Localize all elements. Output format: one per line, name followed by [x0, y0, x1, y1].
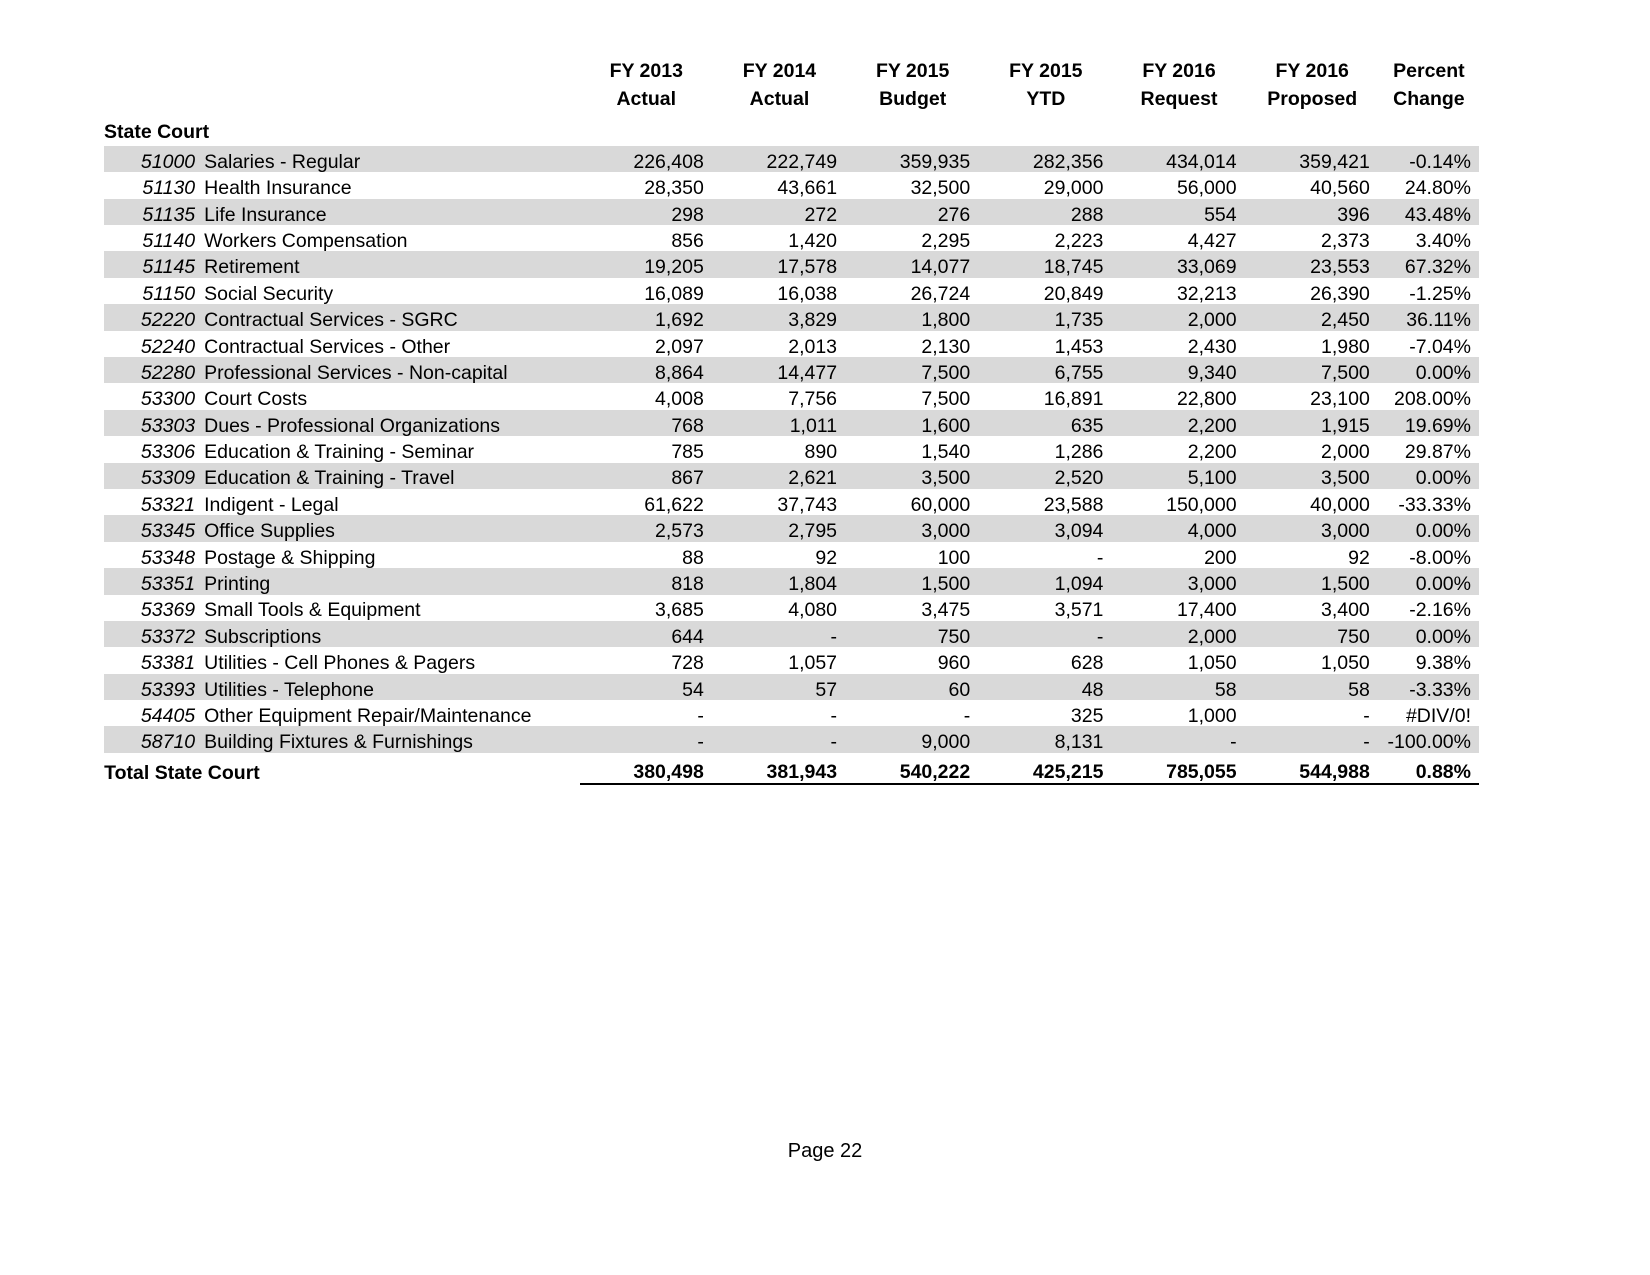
account-code: 53393 [104, 674, 204, 700]
cell-fy2014-actual: 43,661 [777, 177, 838, 200]
cell-fy2016-request: 2,430 [1187, 335, 1237, 358]
cell-fy2014-actual: 2,621 [713, 463, 846, 489]
cell-fy2015-budget: 3,475 [921, 599, 971, 622]
table-row [104, 515, 1479, 541]
cell-percent-change: 0.00% [1379, 357, 1479, 383]
cell-fy2016-request: - [1112, 726, 1245, 752]
cell-fy2014-actual: - [830, 704, 838, 727]
account-code: 53345 [104, 515, 204, 541]
cell-fy2016-proposed: 1,980 [1320, 335, 1370, 358]
cell-fy2014-actual: 222,749 [713, 146, 846, 172]
cell-fy2015-budget: 960 [937, 652, 971, 675]
cell-fy2016-request: 4,000 [1112, 515, 1245, 541]
cell-fy2015-ytd: 325 [1070, 704, 1104, 727]
table-row [104, 463, 1479, 489]
cell-percent-change: -8.00% [1409, 546, 1471, 569]
cell-fy2016-proposed: 40,560 [1310, 177, 1370, 200]
column-header-fy2013-actual-line1: FY 2013 [609, 60, 683, 82]
total-fy2015-ytd: 425,215 [979, 753, 1112, 784]
total-fy2015-budget: 540,222 [846, 753, 979, 784]
cell-fy2015-budget: 100 [937, 546, 971, 569]
account-code: 53321 [140, 493, 196, 516]
cell-fy2014-actual: 890 [804, 441, 838, 464]
cell-fy2014-actual: 1,804 [713, 568, 846, 594]
account-code: 53372 [104, 621, 204, 647]
budget-table [104, 58, 1479, 785]
cell-percent-change: 36.11% [1379, 304, 1479, 330]
account-code: 51140 [142, 229, 196, 252]
column-header-fy2015-budget-line1: FY 2015 [875, 60, 950, 82]
cell-fy2016-proposed: 23,553 [1246, 251, 1379, 277]
cell-fy2016-request: 554 [1112, 199, 1245, 225]
cell-percent-change: -1.25% [1409, 282, 1471, 305]
cell-fy2014-actual: 14,477 [713, 357, 846, 383]
table-row [104, 700, 1479, 726]
table-row [104, 674, 1479, 700]
account-description: Salaries - Regular [204, 146, 580, 172]
cell-fy2016-proposed: 3,500 [1246, 463, 1379, 489]
account-description: Contractual Services - Other [204, 335, 451, 358]
account-description: Small Tools & Equipment [204, 599, 421, 622]
cell-percent-change: 67.32% [1379, 251, 1479, 277]
cell-fy2016-proposed: - [1363, 704, 1370, 727]
account-description: Indigent - Legal [204, 493, 339, 516]
cell-fy2016-request: 58 [1112, 674, 1245, 700]
cell-fy2013-actual: 818 [580, 568, 713, 594]
cell-fy2016-proposed: 58 [1246, 674, 1379, 700]
cell-fy2015-budget: 1,540 [921, 441, 971, 464]
account-description: Building Fixtures & Furnishings [204, 726, 580, 752]
cell-fy2016-request: 2,000 [1112, 304, 1245, 330]
cell-fy2013-actual: 3,685 [655, 599, 704, 622]
cell-fy2015-ytd: 282,356 [979, 146, 1112, 172]
cell-fy2013-actual: 768 [580, 410, 713, 436]
account-code: 51130 [142, 177, 196, 200]
cell-fy2013-actual: 2,573 [580, 515, 713, 541]
cell-fy2016-proposed: 3,400 [1320, 599, 1370, 622]
table-row [104, 357, 1479, 383]
account-description: Education & Training - Travel [204, 463, 580, 489]
table-row [104, 410, 1479, 436]
table-row [104, 568, 1479, 594]
cell-fy2013-actual: 856 [671, 229, 704, 252]
table-header [104, 58, 1479, 113]
cell-fy2014-actual: - [713, 726, 846, 752]
cell-fy2015-budget: 3,500 [846, 463, 979, 489]
table-row [104, 647, 1479, 673]
total-row [104, 753, 1479, 784]
cell-fy2016-proposed: 1,915 [1246, 410, 1379, 436]
column-header-fy2014-actual-line2: Actual [749, 87, 810, 110]
cell-fy2016-request: 434,014 [1112, 146, 1245, 172]
cell-fy2016-request: 33,069 [1112, 251, 1245, 277]
account-description: Workers Compensation [204, 229, 408, 252]
cell-percent-change: 24.80% [1404, 177, 1471, 200]
cell-fy2016-proposed: 396 [1246, 199, 1379, 225]
total-fy2016-request: 785,055 [1112, 753, 1245, 784]
cell-fy2016-request: 2,200 [1112, 410, 1245, 436]
cell-fy2015-ytd: 2,223 [1054, 229, 1104, 252]
table-row [104, 621, 1479, 647]
cell-fy2015-budget: 2,295 [921, 229, 971, 252]
account-code: 53381 [140, 652, 196, 675]
cell-fy2015-ytd: 8,131 [979, 726, 1112, 752]
table-row [104, 225, 1479, 251]
cell-fy2013-actual: 1,692 [580, 304, 713, 330]
cell-fy2013-actual: 226,408 [580, 146, 713, 172]
cell-percent-change: 208.00% [1394, 388, 1471, 411]
account-code: 53306 [140, 441, 196, 464]
cell-fy2015-ytd: 3,571 [1054, 599, 1104, 622]
column-header-fy2016-proposed [1246, 58, 1379, 113]
account-description: Court Costs [204, 388, 308, 411]
cell-fy2015-ytd: 1,094 [979, 568, 1112, 594]
cell-fy2016-proposed: 7,500 [1246, 357, 1379, 383]
table-row [104, 542, 1479, 568]
cell-fy2013-actual: 19,205 [580, 251, 713, 277]
cell-fy2016-request: 2,200 [1187, 441, 1237, 464]
cell-percent-change: -7.04% [1409, 335, 1471, 358]
account-code: 58710 [104, 726, 204, 752]
total-fy2016-proposed: 544,988 [1246, 753, 1379, 784]
cell-fy2015-budget: 359,935 [846, 146, 979, 172]
account-description: Contractual Services - SGRC [204, 304, 580, 330]
cell-fy2015-ytd: 635 [979, 410, 1112, 436]
cell-fy2015-budget: 1,500 [846, 568, 979, 594]
account-description: Office Supplies [204, 515, 580, 541]
cell-percent-change: #DIV/0! [1405, 704, 1471, 727]
cell-fy2013-actual: 2,097 [655, 335, 704, 358]
cell-fy2015-budget: 2,130 [921, 335, 971, 358]
cell-fy2014-actual: 1,057 [788, 652, 838, 675]
table-row [104, 489, 1479, 515]
table-row [104, 331, 1479, 357]
cell-fy2016-proposed: 750 [1246, 621, 1379, 647]
cell-fy2016-request: 1,000 [1187, 704, 1237, 727]
column-header-fy2015-ytd-line1: FY 2015 [1009, 60, 1083, 82]
cell-fy2014-actual: 17,578 [713, 251, 846, 277]
cell-fy2015-ytd: 29,000 [1043, 177, 1104, 200]
column-header-fy2016-proposed-line2: Proposed [1267, 87, 1358, 110]
cell-fy2015-budget: 32,500 [910, 177, 971, 200]
cell-fy2015-ytd: 2,520 [979, 463, 1112, 489]
account-code: 53300 [140, 388, 196, 411]
cell-fy2016-request: 1,050 [1187, 652, 1237, 675]
account-code: 52220 [104, 304, 204, 330]
cell-fy2014-actual: 1,011 [713, 410, 846, 436]
cell-fy2015-budget: 9,000 [846, 726, 979, 752]
cell-fy2016-proposed: 92 [1348, 546, 1370, 569]
cell-percent-change: 9.38% [1415, 652, 1471, 675]
account-code: 51150 [142, 282, 196, 305]
page-footer: Page 22 [787, 1140, 863, 1162]
account-code: 52280 [104, 357, 204, 383]
cell-fy2016-proposed: 1,500 [1246, 568, 1379, 594]
table-row [104, 383, 1479, 409]
cell-fy2013-actual: 644 [580, 621, 713, 647]
cell-fy2013-actual: 28,350 [644, 177, 704, 200]
cell-fy2013-actual: - [580, 726, 713, 752]
column-header-fy2016-proposed-line1: FY 2016 [1275, 60, 1349, 82]
cell-fy2016-request: 150,000 [1166, 493, 1237, 516]
table-row [104, 172, 1479, 198]
cell-fy2015-ytd: 48 [979, 674, 1112, 700]
account-code: 52240 [140, 335, 196, 358]
cell-fy2014-actual: 57 [713, 674, 846, 700]
account-code: 51135 [104, 199, 204, 225]
cell-percent-change: -33.33% [1398, 493, 1471, 516]
cell-percent-change: 19.69% [1379, 410, 1479, 436]
cell-fy2014-actual: 2,795 [713, 515, 846, 541]
table-row [104, 278, 1479, 304]
table-row [104, 304, 1479, 330]
cell-fy2015-ytd: 18,745 [979, 251, 1112, 277]
account-description: Retirement [204, 251, 580, 277]
cell-fy2016-proposed: 40,000 [1310, 493, 1370, 516]
account-description: Social Security [204, 282, 334, 305]
cell-fy2016-proposed: 23,100 [1310, 388, 1370, 411]
cell-fy2013-actual: 4,008 [655, 388, 704, 411]
table-row [104, 199, 1479, 225]
cell-fy2013-actual: 785 [671, 441, 704, 464]
cell-fy2015-budget: 60 [846, 674, 979, 700]
account-code: 54405 [140, 704, 196, 727]
cell-fy2013-actual: 16,089 [644, 282, 704, 305]
account-code: 53351 [104, 568, 204, 594]
account-code: 51000 [104, 146, 204, 172]
cell-fy2015-budget: 750 [846, 621, 979, 647]
column-header-fy2013-actual [580, 58, 713, 113]
cell-fy2016-proposed: 26,390 [1310, 282, 1370, 305]
cell-fy2014-actual: 7,756 [788, 388, 838, 411]
table-row [104, 595, 1479, 621]
column-header-fy2015-ytd [979, 58, 1112, 113]
column-header-percent-change-line1: Percent [1393, 60, 1465, 82]
cell-percent-change: 0.00% [1379, 621, 1479, 647]
account-code: 53369 [140, 599, 196, 622]
cell-fy2016-request: 22,800 [1176, 388, 1237, 411]
cell-fy2016-proposed: 3,000 [1246, 515, 1379, 541]
cell-fy2015-budget: - [963, 704, 971, 727]
cell-fy2015-ytd: - [979, 621, 1112, 647]
table-row [104, 726, 1479, 752]
column-header-fy2014-actual [713, 58, 846, 113]
cell-fy2015-budget: 26,724 [910, 282, 971, 305]
cell-fy2016-request: 5,100 [1112, 463, 1245, 489]
cell-fy2015-ytd: 20,849 [1043, 282, 1104, 305]
cell-fy2014-actual: 1,420 [788, 229, 838, 252]
cell-fy2015-ytd: - [1096, 546, 1104, 569]
column-header-fy2014-actual-line1: FY 2014 [742, 60, 817, 82]
cell-fy2013-actual: 8,864 [580, 357, 713, 383]
cell-fy2013-actual: 61,622 [644, 493, 704, 516]
total-label: Total State Court [104, 762, 260, 785]
cell-fy2015-budget: 3,000 [846, 515, 979, 541]
cell-percent-change: -3.33% [1379, 674, 1479, 700]
cell-fy2016-request: 17,400 [1176, 599, 1237, 622]
cell-fy2013-actual: 298 [580, 199, 713, 225]
cell-fy2014-actual: 4,080 [788, 599, 838, 622]
column-header-percent-change-line2: Change [1393, 87, 1465, 110]
cell-fy2014-actual: 272 [713, 199, 846, 225]
account-code: 51145 [104, 251, 204, 277]
account-description: Health Insurance [204, 177, 352, 200]
cell-fy2015-budget: 14,077 [846, 251, 979, 277]
cell-percent-change: -0.14% [1379, 146, 1479, 172]
column-header-fy2016-request-line2: Request [1140, 87, 1218, 110]
account-description: Dues - Professional Organizations [204, 410, 580, 436]
cell-fy2014-actual: 37,743 [777, 493, 838, 516]
cell-fy2015-ytd: 628 [1070, 652, 1104, 675]
column-header-fy2015-ytd-line2: YTD [1026, 87, 1066, 110]
cell-fy2015-budget: 7,500 [846, 357, 979, 383]
cell-percent-change: 29.87% [1404, 441, 1471, 464]
cell-fy2013-actual: 54 [580, 674, 713, 700]
account-description: Postage & Shipping [204, 546, 376, 569]
account-code: 53309 [104, 463, 204, 489]
cell-fy2016-proposed: 2,000 [1320, 441, 1370, 464]
cell-fy2016-proposed: - [1246, 726, 1379, 752]
total-fy2014-actual: 381,943 [713, 753, 846, 784]
column-header-code [104, 58, 204, 113]
cell-percent-change: -100.00% [1379, 726, 1479, 752]
column-header-fy2016-request [1112, 58, 1245, 113]
cell-fy2016-proposed: 359,421 [1246, 146, 1379, 172]
column-header-fy2015-budget-line2: Budget [879, 87, 947, 110]
cell-percent-change: 0.00% [1379, 463, 1479, 489]
cell-fy2016-request: 200 [1204, 546, 1237, 569]
cell-fy2013-actual: 88 [682, 546, 704, 569]
account-code: 53303 [104, 410, 204, 436]
cell-fy2013-actual: - [697, 704, 704, 727]
cell-fy2016-request: 4,427 [1187, 229, 1237, 252]
cell-fy2015-ytd: 288 [979, 199, 1112, 225]
cell-fy2016-request: 9,340 [1112, 357, 1245, 383]
cell-fy2016-request: 2,000 [1112, 621, 1245, 647]
cell-percent-change: 3.40% [1415, 229, 1471, 252]
table-row [104, 146, 1479, 172]
cell-fy2015-budget: 1,800 [846, 304, 979, 330]
cell-fy2015-ytd: 3,094 [979, 515, 1112, 541]
cell-fy2015-budget: 60,000 [910, 493, 971, 516]
account-description: Printing [204, 568, 580, 594]
total-fy2013-actual: 380,498 [580, 753, 713, 784]
column-header-percent-change [1379, 58, 1479, 113]
cell-percent-change: 0.00% [1379, 568, 1479, 594]
cell-fy2015-budget: 276 [846, 199, 979, 225]
account-description: Utilities - Telephone [204, 674, 580, 700]
cell-fy2015-ytd: 23,588 [1043, 493, 1104, 516]
account-description: Professional Services - Non-capital [204, 357, 580, 383]
cell-fy2016-proposed: 2,373 [1320, 229, 1370, 252]
cell-fy2014-actual: 3,829 [713, 304, 846, 330]
cell-fy2015-budget: 7,500 [921, 388, 971, 411]
cell-fy2016-proposed: 1,050 [1320, 652, 1370, 675]
cell-fy2016-request: 32,213 [1176, 282, 1237, 305]
cell-fy2013-actual: 867 [580, 463, 713, 489]
table-row [104, 251, 1479, 277]
cell-fy2015-ytd: 6,755 [979, 357, 1112, 383]
section-title: State Court [104, 121, 210, 144]
header-row [104, 58, 1479, 113]
table-row [104, 436, 1479, 462]
account-description: Education & Training - Seminar [204, 441, 475, 464]
account-description: Subscriptions [204, 621, 580, 647]
cell-fy2015-budget: 1,600 [846, 410, 979, 436]
account-description: Other Equipment Repair/Maintenance [204, 704, 532, 727]
cell-fy2016-request: 56,000 [1176, 177, 1237, 200]
cell-fy2015-ytd: 16,891 [1043, 388, 1104, 411]
cell-fy2014-actual: 92 [815, 546, 838, 569]
account-description: Utilities - Cell Phones & Pagers [204, 652, 476, 675]
cell-fy2014-actual: 2,013 [788, 335, 838, 358]
section-title-row [104, 113, 1479, 146]
cell-percent-change: -2.16% [1409, 599, 1471, 622]
cell-fy2015-ytd: 1,453 [1054, 335, 1104, 358]
total-percent-change: 0.88% [1379, 753, 1479, 784]
table-body [104, 113, 1479, 783]
cell-percent-change: 0.00% [1379, 515, 1479, 541]
column-header-fy2015-budget [846, 58, 979, 113]
cell-percent-change: 43.48% [1379, 199, 1479, 225]
cell-fy2013-actual: 728 [671, 652, 704, 675]
cell-fy2014-actual: 16,038 [777, 282, 838, 305]
cell-fy2015-ytd: 1,286 [1054, 441, 1104, 464]
account-description: Life Insurance [204, 199, 580, 225]
cell-fy2016-proposed: 2,450 [1246, 304, 1379, 330]
cell-fy2015-ytd: 1,735 [979, 304, 1112, 330]
column-header-description [204, 58, 580, 113]
cell-fy2016-request: 3,000 [1112, 568, 1245, 594]
cell-fy2014-actual: - [713, 621, 846, 647]
column-header-fy2016-request-line1: FY 2016 [1142, 60, 1216, 82]
column-header-fy2013-actual-line2: Actual [616, 87, 677, 110]
account-code: 53348 [140, 546, 196, 569]
